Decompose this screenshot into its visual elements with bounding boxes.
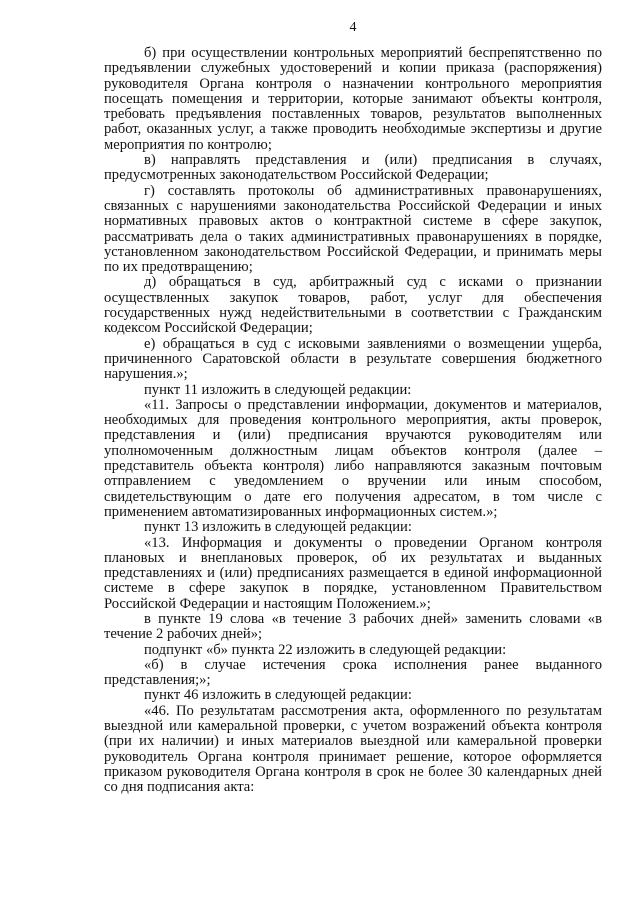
paragraph: д) обращаться в суд, арбитражный суд с исками о признании осуществленных закупок товаров, работ, услуг для обеспечения государственных нужд недействительными в соответствии с Гражданским кодексом Российской Федерации; (104, 274, 602, 337)
paragraph: е) обращаться в суд с исковыми заявлениями о возмещении ущерба, причиненного Саратовской области в результате совершения бюджетного нарушения.»; (104, 335, 602, 383)
paragraph: «б) в случае истечения срока исполнения ранее выданного представления;»; (104, 656, 602, 689)
paragraph: в пункте 19 слова «в течение 3 рабочих дней» заменить словами «в течение 2 рабочих дней»; (104, 610, 602, 643)
paragraph: б) при осуществлении контрольных мероприятий беспрепятственно по предъявлении служебных удостоверений и копии приказа (распоряжения) руководителя Органа контроля о назначении контрольного мероприятия посещать помещения и территории, которые занимают объекты контроля, требовать предъявления поставленных товаров, результатов выполненных работ, оказанных услуг, а также проводить необходимые экспертизы и другие мероприятия по контролю; (104, 45, 602, 153)
page-number: 4 (349, 20, 357, 35)
paragraph: «11. Запросы о представлении информации, документов и материалов, необходимых для проведения контрольного мероприятия, акты проверок, представления и (или) предписания вручаются руководителям или уполномоченным должностным лицам объектов контроля (далее – представитель объекта контроля) либо направляются заказным почтовым отправлением с уведомлением о вручении или иным способом, свидетельствующим о дате его получения адресатом, в том числе с применением автоматизированных информационных систем.»; (104, 396, 602, 520)
paragraph: в) направлять представления и (или) предписания в случаях, предусмотренных законодательством Российской Федерации; (104, 152, 602, 184)
paragraph: пункт 13 изложить в следующей редакции: (144, 519, 412, 536)
paragraph: подпункт «б» пункта 22 изложить в следующей редакции: (144, 641, 507, 658)
paragraph: «46. По результатам рассмотрения акта, оформленного по результатам выездной или камеральной проверки, с учетом возражений объекта контроля (при их наличии) и иных материалов выездной или камеральной проверки руководитель Органа контроля принимает решение, которое оформляется приказом руководителя Органа контроля в срок не более 30 календарных дней со дня подписания акта: (104, 702, 602, 796)
paragraph: «13. Информация и документы о проведении Органом контроля плановых и внеплановых проверок, об их результатах и выданных представлениях и (или) предписаниях размещается в единой информационной системе в сфере закупок в порядке, установленном Правительством Российской Федерации и настоящим Положением.»; (104, 534, 602, 612)
paragraph: пункт 46 изложить в следующей редакции: (144, 687, 412, 704)
paragraph: г) составлять протоколы об административных правонарушениях, связанных с нарушениями законодательства Российской Федерации и иных нормативных правовых актов о контрактной системе в сфере закупок, рассматривать дела о таких административных правонарушениях в порядке, установленном законодательством Российской Федерации, и принимать меры по их предотвращению; (104, 182, 602, 276)
paragraph: пункт 11 изложить в следующей редакции: (144, 381, 412, 398)
